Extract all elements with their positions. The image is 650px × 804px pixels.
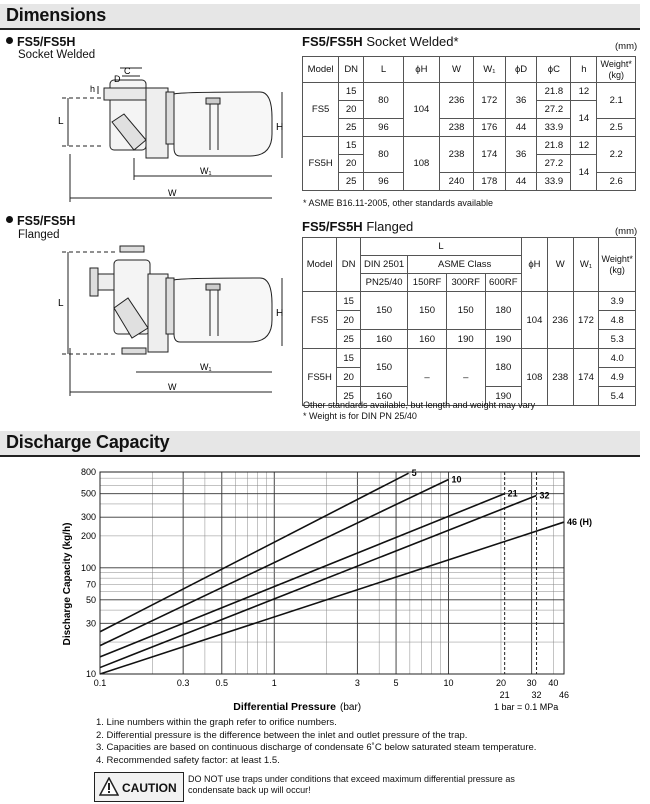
socket-model-heading: FS5/FS5H [6, 35, 75, 49]
label-w1-flanged: W₁ [200, 362, 212, 372]
label-w1: W₁ [200, 166, 212, 176]
table-row: FS5 15 150 150 150 180 104 236 172 3.9 [303, 292, 636, 311]
table-header-row: Model DN L ϕH W W₁ ϕD ϕC h Weight* (kg) [303, 57, 636, 83]
label-h-small: h [90, 84, 96, 94]
flanged-unit: (mm) [615, 226, 638, 237]
table-row: 20 27.2 14 [303, 101, 636, 119]
x-axis-unit: (bar) [340, 702, 362, 713]
table-row: 20 27.2 14 [303, 155, 636, 173]
table-row: 25 160 190 5.4 [303, 387, 636, 406]
warning-icon [99, 777, 119, 796]
table-row: 25 160 160 190 190 5.3 [303, 330, 636, 349]
table-header-row: Model DN L ϕH W W₁ Weight* (kg) [303, 238, 636, 256]
y-tick-label: 30 [85, 618, 96, 629]
y-tick-label: 300 [80, 512, 96, 523]
discharge-title: Discharge Capacity [6, 432, 170, 452]
note-line: 4. Recommended safety factor: at least 1.5. [96, 754, 280, 766]
socket-unit: (mm) [615, 41, 638, 52]
flanged-subtitle: Flanged [18, 229, 60, 241]
unit-conversion: 1 bar = 0.1 MPa [494, 702, 559, 712]
caution-label: CAUTION [122, 781, 177, 795]
table-row: 25 96 240 178 44 33.9 2.6 [303, 173, 636, 191]
x-tick-label: 0.1 [93, 678, 107, 688]
y-tick-label: 800 [80, 467, 96, 477]
socket-note: * ASME B16.11-2005, other standards available [303, 198, 493, 208]
x-tick-label-extra: 46 [558, 690, 570, 700]
x-tick-label: 1 [271, 678, 277, 688]
caution-text: DO NOT use traps under conditions that exceed maximum differential pressure as condensate back up will occur! [188, 774, 515, 795]
table-row: FS5H 15 80 108 238 174 36 21.8 12 2.2 [303, 137, 636, 155]
x-tick-label: 40 [548, 678, 559, 688]
series-label: 5 [411, 468, 417, 479]
x-tick-label: 30 [526, 678, 537, 688]
flanged-model-heading: FS5/FS5H [6, 214, 75, 228]
dimensions-header [0, 4, 640, 30]
chart-series [100, 468, 592, 674]
y-tick-label: 100 [80, 562, 96, 573]
series-label: 10 [451, 474, 462, 485]
table-row: 25 96 238 176 44 33.9 2.5 [303, 119, 636, 137]
label-l-flanged: L [58, 298, 64, 309]
y-tick-label: 70 [85, 579, 96, 590]
table-row: FS5H 15 150 – – 180 108 238 174 4.0 [303, 349, 636, 368]
plot-frame [100, 472, 564, 674]
label-d: D [114, 74, 121, 84]
bullet-icon [6, 37, 13, 44]
y-tick-label: 500 [80, 488, 96, 499]
x-tick-label: 5 [393, 678, 399, 688]
chart-notes [96, 717, 536, 767]
flanged-table [302, 237, 636, 406]
x-tick-label: 0.5 [215, 678, 229, 688]
x-tick-label: 0.3 [176, 678, 190, 688]
series-line [100, 473, 409, 632]
x-axis-label: Differential Pressure [233, 701, 336, 713]
label-c: C [124, 66, 131, 76]
note-line: 2. Differential pressure is the difference between the inlet and outlet pressure of the trap. [96, 729, 468, 741]
y-tick-label: 10 [85, 669, 96, 679]
label-w-flanged: W [168, 382, 177, 392]
y-tick-label: 50 [85, 594, 96, 605]
flanged-note-2: * Weight is for DIN PN 25/40 [303, 411, 417, 421]
series-label: 21 [507, 488, 518, 499]
flanged-table-title: FS5/FS5H Flanged [302, 219, 414, 234]
label-h-flanged: H [276, 308, 284, 319]
x-tick-label-extra: 21 [499, 690, 510, 700]
caution-box [94, 772, 184, 802]
series-line [100, 496, 537, 668]
socket-subtitle: Socket Welded [18, 49, 96, 61]
y-tick-label: 200 [80, 530, 96, 541]
socket-welded-drawing [50, 58, 290, 208]
x-tick-label: 20 [495, 678, 506, 688]
note-line: 3. Capacities are based on continuous discharge of condensate 6˚C below saturated steam temperature. [96, 742, 537, 753]
discharge-header [0, 431, 640, 457]
x-tick-label: 10 [443, 678, 454, 688]
socket-welded-table [302, 56, 636, 191]
table-row: FS5 15 80 104 236 172 36 21.8 12 2.1 [303, 83, 636, 101]
y-axis-label: Discharge Capacity (kg/h) [62, 522, 73, 646]
series-line [100, 494, 505, 657]
socket-table-title: FS5/FS5H Socket Welded* [302, 34, 459, 49]
series-label: 32 [539, 490, 550, 501]
dimensions-title: Dimensions [6, 5, 107, 25]
table-header-row: PN25/40 150RF 300RF 600RF [303, 274, 636, 292]
series-label: 46 (H) [567, 517, 593, 528]
flanged-note-1: Other standards available, but length and weight may vary [303, 400, 536, 410]
chart-ticks [81, 467, 569, 700]
note-line: 1. Line numbers within the graph refer to orifice numbers. [96, 717, 337, 728]
chart-grid [100, 472, 564, 674]
table-row: 20 4.8 [303, 311, 636, 330]
series-line [100, 522, 564, 674]
label-h: H [276, 122, 284, 133]
label-l: L [58, 116, 64, 127]
x-tick-label: 3 [354, 678, 360, 688]
discharge-capacity-chart [0, 458, 650, 718]
table-row: 20 4.9 [303, 368, 636, 387]
flanged-drawing [50, 238, 290, 398]
label-w: W [168, 188, 177, 198]
bullet-icon [6, 216, 13, 223]
table-header-row: DIN 2501 ASME Class [303, 256, 636, 274]
x-tick-label-extra: 32 [531, 690, 542, 700]
